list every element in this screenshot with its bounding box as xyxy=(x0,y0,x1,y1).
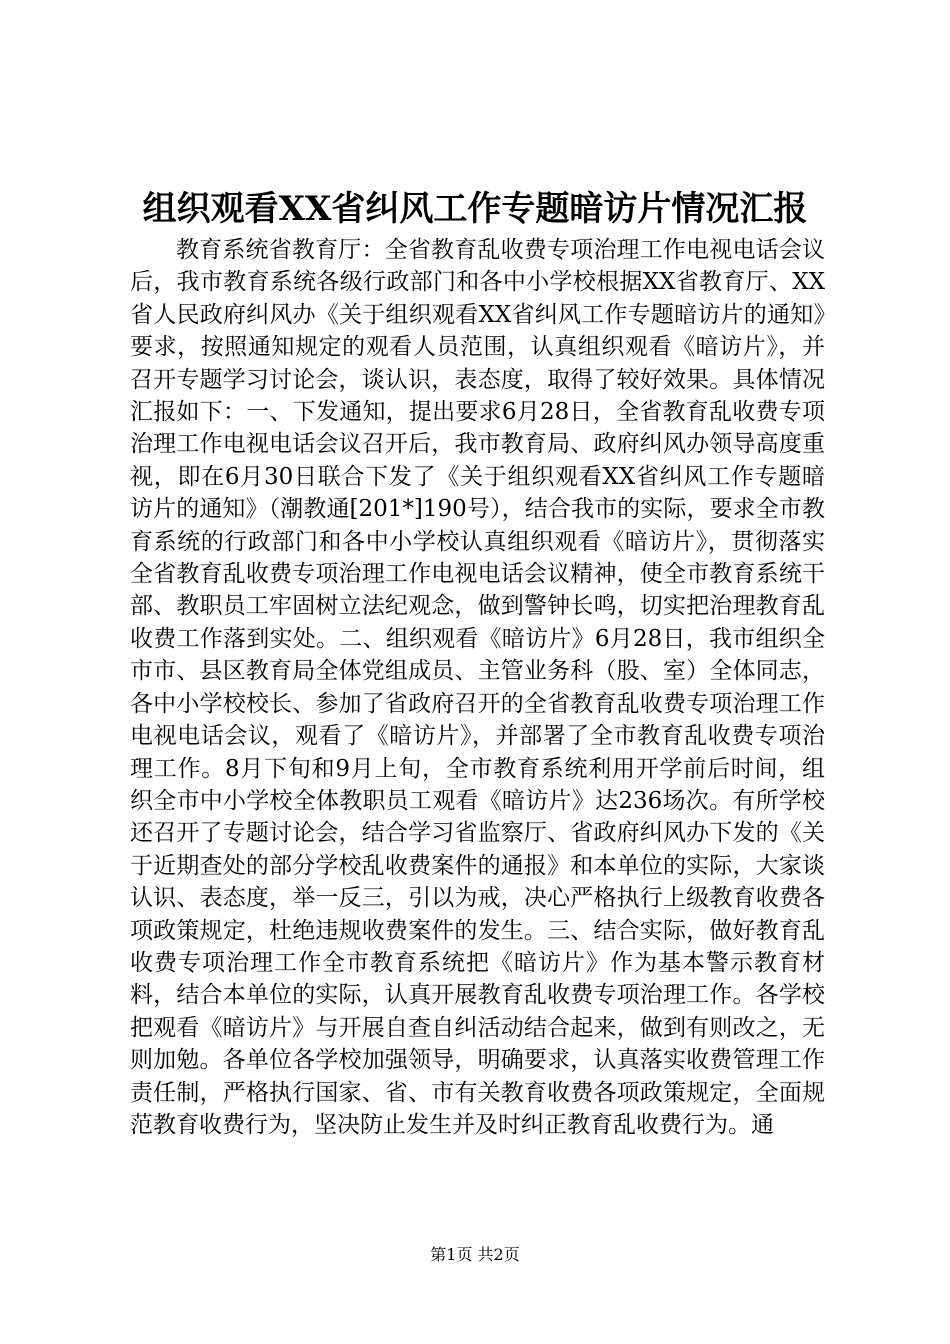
document-body-paragraph: 教育系统省教育厅：全省教育乱收费专项治理工作电视电话会议后，我市教育系统各级行政部门和各中小学校根据XX省教育厅、XX省人民政府纠风办《关于组织观看XX省纠风工作专题暗访片的通知》要求，按照通知规定的观看人员范围，认真组织观看《暗访片》，并召开专题学习讨论会，谈认识，表态度，取得了较好效果。具体情况汇报如下：一、下发通知，提出要求6月28日，全省教育乱收费专项治理工作电视电话会议召开后，我市教育局、政府纠风办领导高度重视，即在6月30日联合下发了《关于组织观看XX省纠风工作专题暗访片的通知》（潮教通[201*]190号），结合我市的实际，要求全市教育系统的行政部门和各中小学校认真组织观看《暗访片》，贯彻落实全省教育乱收费专项治理工作电视电话会议精神，使全市教育系统干部、教职员工牢固树立法纪观念，做到警钟长鸣，切实把治理教育乱收费工作落到实处。二、组织观看《暗访片》6月28日，我市组织全市市、县区教育局全体党组成员、主管业务科（股、室）全体同志，各中小学校校长、参加了省政府召开的全省教育乱收费专项治理工作电视电话会议，观看了《暗访片》，并部署了全市教育乱收费专项治理工作。8月下旬和9月上旬，全市教育系统利用开学前后时间，组织全市中小学校全体教职员工观看《暗访片》达236场次。有所学校还召开了专题讨论会，结合学习省监察厅、省政府纠风办下发的《关于近期查处的部分学校乱收费案件的通报》和本单位的实际，大家谈认识、表态度，举一反三，引以为戒，决心严格执行上级教育收费各项政策规定，杜绝违规收费案件的发生。三、结合实际，做好教育乱收费专项治理工作全市教育系统把《暗访片》作为基本警示教育材料，结合本单位的实际，认真开展教育乱收费专项治理工作。各学校把观看《暗访片》与开展自查自纠活动结合起来，做到有则改之，无则加勉。各单位各学校加强领导，明确要求，认真落实收费管理工作责任制，严格执行国家、省、市有关教育收费各项政策规定，全面规范教育收费行为，坚决防止发生并及时纠正教育乱收费行为。通 xyxy=(130,237,825,1138)
page-number-footer: 第1页 共2页 xyxy=(430,1245,520,1264)
document-title: 组织观看XX省纠风工作专题暗访片情况汇报 xyxy=(142,189,808,229)
